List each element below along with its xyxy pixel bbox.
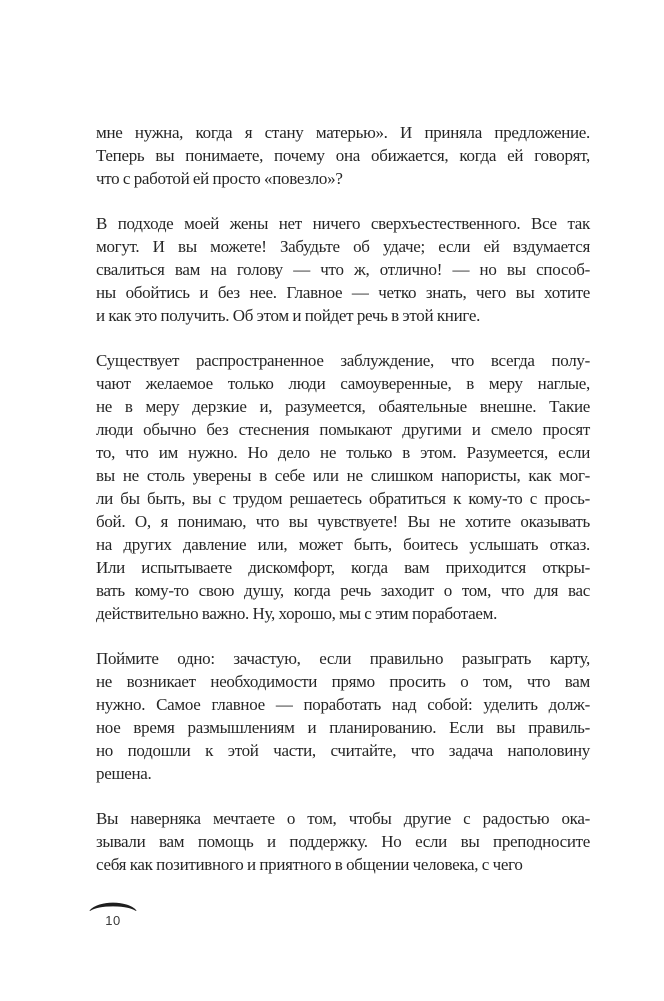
- text-line: ны обойтись и без нее. Главное — четко знать, чего вы хотите: [96, 283, 590, 302]
- text-line: не возникает необходимости прямо просить о том, что вам: [96, 672, 590, 691]
- text-line: бой. О, я понимаю, что вы чувствуете! Вы не хотите оказывать: [96, 512, 590, 531]
- paragraph: [96, 349, 590, 625]
- text-line: В подходе моей жены нет ничего сверхъестественного. Все так: [96, 214, 590, 233]
- arc-ornament-icon: [88, 899, 138, 912]
- text-line: ное время размышлениям и планированию. Если вы правиль-: [96, 718, 590, 737]
- text-line: Поймите одно: зачастую, если правильно разыграть карту,: [96, 649, 590, 668]
- text-line: действительно важно. Ну, хорошо, мы с этим поработаем.: [96, 604, 498, 623]
- text-line: ли бы быть, вы с трудом решаетесь обратиться к кому-то с прось-: [96, 489, 590, 508]
- page-footer: [86, 899, 140, 928]
- text-line: на других давление или, может быть, боитесь услышать отказ.: [96, 535, 590, 554]
- text-line: могут. И вы можете! Забудьте об удаче; если ей вздумается: [96, 237, 590, 256]
- paragraph: [96, 212, 590, 327]
- text-line: себя как позитивного и приятного в общении человека, с чего: [96, 855, 523, 874]
- text-line: чают желаемое только люди самоуверенные, в меру наглые,: [96, 374, 590, 393]
- text-line: нужно. Самое главное — поработать над собой: уделить долж-: [96, 695, 590, 714]
- paragraph: [96, 647, 590, 785]
- text-line: что с работой ей просто «повезло»?: [96, 169, 343, 188]
- text-line: зывали вам помощь и поддержку. Но если вы преподносите: [96, 832, 590, 851]
- text-line: люди обычно без стеснения помыкают другими и смело просят: [96, 420, 590, 439]
- text-line: вать кому-то свою душу, когда речь заходит о том, что для вас: [96, 581, 590, 600]
- text-line: решена.: [96, 764, 152, 783]
- text-line: не в меру дерзкие и, разумеется, обаятельные внешне. Такие: [96, 397, 590, 416]
- paragraph: [96, 807, 590, 876]
- text-line: Вы наверняка мечтаете о том, чтобы другие с радостью ока-: [96, 809, 590, 828]
- text-line: свалиться вам на голову — что ж, отлично! — но вы способ-: [96, 260, 590, 279]
- page-number: 10: [105, 913, 121, 928]
- text-line: но подошли к этой части, считайте, что задача наполовину: [96, 741, 590, 760]
- text-line: мне нужна, когда я стану матерью». И приняла предложение.: [96, 123, 590, 142]
- paragraph: [96, 121, 590, 190]
- text-line: то, что им нужно. Но дело не только в этом. Разумеется, если: [96, 443, 590, 462]
- page-text: [96, 121, 590, 898]
- text-line: Теперь вы понимаете, почему она обижается, когда ей говорят,: [96, 146, 590, 165]
- text-line: и как это получить. Об этом и пойдет речь в этой книге.: [96, 306, 481, 325]
- text-line: Существует распространенное заблуждение, что всегда полу-: [96, 351, 590, 370]
- text-line: Или испытываете дискомфорт, когда вам приходится откры-: [96, 558, 590, 577]
- text-line: вы не столь уверены в себе или не слишком напористы, как мог-: [96, 466, 590, 485]
